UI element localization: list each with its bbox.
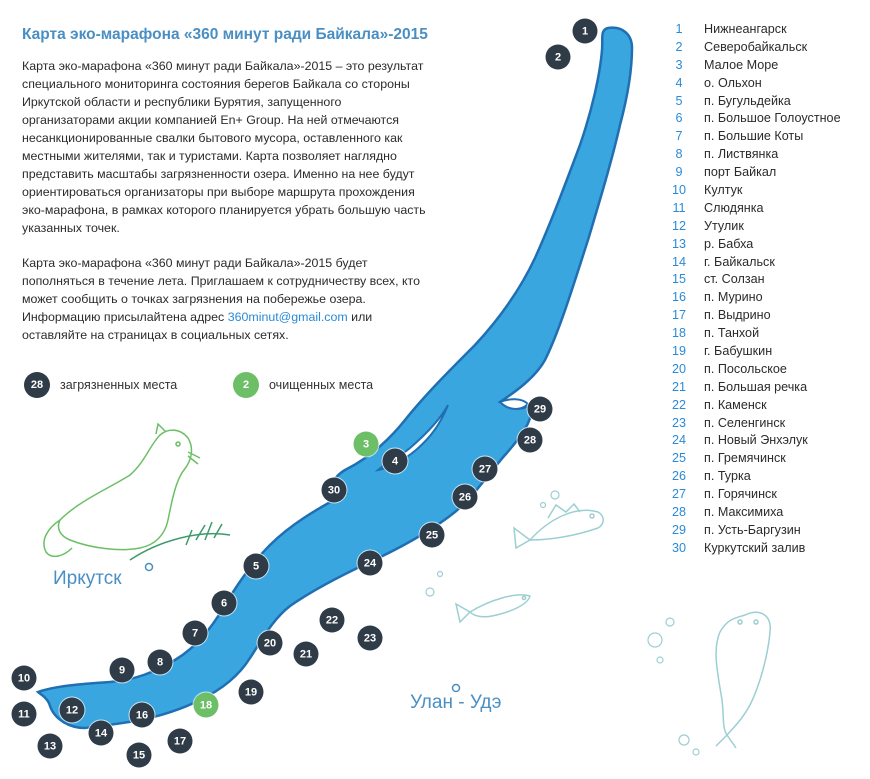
map-marker-18[interactable]: 18: [194, 693, 219, 718]
map-marker-20[interactable]: 20: [258, 631, 283, 656]
location-number: 7: [675, 129, 683, 144]
location-number: 26: [671, 469, 686, 484]
location-number: 12: [671, 218, 686, 233]
location-list-item: [664, 145, 841, 163]
location-number: 29: [671, 522, 686, 537]
description-paragraph-2: Карта эко-марафона «360 минут ради Байкала»-2015 будет пополняться в течение лета. Приглашаем к сотрудничеству всех, кто может сообщить о точках загрязнения на побережье озера. Информацию присылайтена адрес 360minut@gmail.com или оставляйте на страницах в социальных сетях.: [22, 256, 420, 342]
location-name: ст. Солзан: [704, 272, 765, 287]
legend-cleaned: [233, 372, 373, 398]
location-name: п. Турка: [704, 469, 751, 484]
location-name: порт Байкал: [704, 165, 777, 180]
location-name: г. Бабушкин: [704, 343, 773, 358]
map-marker-6[interactable]: 6: [212, 591, 237, 616]
location-list-item: [664, 342, 841, 360]
location-list-item: [664, 181, 841, 199]
location-name: Куркутский залив: [704, 540, 806, 555]
location-number: 21: [671, 379, 686, 394]
map-marker-11[interactable]: 11: [12, 702, 37, 727]
location-list-item: [664, 378, 841, 396]
location-name: Утулик: [704, 218, 744, 233]
map-marker-13[interactable]: 13: [38, 734, 63, 759]
map-marker-28[interactable]: 28: [518, 428, 543, 453]
location-name: г. Байкальск: [704, 254, 775, 269]
seal-illustration: [716, 612, 770, 748]
location-number: 19: [671, 343, 686, 358]
location-list-item: [664, 396, 841, 414]
map-marker-7[interactable]: 7: [183, 621, 208, 646]
map-marker-22[interactable]: 22: [320, 608, 345, 633]
location-name: Нижнеангарск: [704, 21, 787, 36]
map-description: [22, 57, 427, 361]
weasel-illustration: [44, 424, 230, 560]
location-number: 27: [671, 487, 686, 502]
location-name: п. Гремячинск: [704, 451, 786, 466]
location-name: п. Селенгинск: [704, 415, 786, 430]
fish-illustration: [456, 595, 530, 622]
map-marker-16[interactable]: 16: [130, 703, 155, 728]
location-list-item: [664, 449, 841, 467]
location-list-item: [664, 485, 841, 503]
locations-list: [664, 20, 841, 557]
location-number: 6: [675, 111, 683, 126]
location-name: п. Выдрино: [704, 308, 771, 323]
description-paragraph-1: Карта эко-марафона «360 минут ради Байкала»-2015 – это результат специального мониторинга состояния берегов Байкала со стороны Иркутской области и республики Бурятия, запущенного организаторами акции компанией En+ Group. На ней отмечаются несанкционированные свалки бытового мусора, оставленного как местными жителями, так и туристами. Карта позволяет наглядно представить масштабы загрязненности озера. Именно на нее будут ориентироваться организаторы при выборе маршрута прохождения эко-марафона, в рамках которого планируется убрать большую часть указанных точек.: [22, 59, 426, 235]
location-list-item: [664, 253, 841, 271]
location-number: 20: [671, 361, 686, 376]
map-marker-4[interactable]: 4: [383, 449, 408, 474]
location-number: 1: [675, 21, 683, 36]
location-list-item: [664, 521, 841, 539]
location-number: 4: [675, 75, 683, 90]
location-name: р. Бабха: [704, 236, 754, 251]
location-list-item: [664, 414, 841, 432]
location-list-item: [664, 20, 841, 38]
map-marker-24[interactable]: 24: [358, 551, 383, 576]
location-number: 30: [671, 540, 686, 555]
location-name: п. Бугульдейка: [704, 93, 791, 108]
map-marker-1[interactable]: 1: [573, 19, 598, 44]
location-name: п. Танхой: [704, 326, 760, 341]
map-marker-14[interactable]: 14: [89, 721, 114, 746]
location-name: п. Мурино: [704, 290, 763, 305]
map-marker-3[interactable]: 3: [354, 432, 379, 457]
legend-cleaned-badge: 2: [233, 372, 259, 398]
location-list-item: [664, 235, 841, 253]
location-name: Малое Море: [704, 57, 779, 72]
location-list-item: [664, 56, 841, 74]
map-marker-17[interactable]: 17: [168, 729, 193, 754]
map-marker-27[interactable]: 27: [473, 457, 498, 482]
location-list-item: [664, 324, 841, 342]
legend-polluted: [24, 372, 177, 398]
location-list-item: [664, 74, 841, 92]
location-number: 11: [672, 200, 686, 215]
location-list-item: [664, 503, 841, 521]
location-number: 28: [671, 504, 686, 519]
location-list-item: [664, 127, 841, 145]
location-name: п. Максимиха: [704, 504, 784, 519]
location-number: 13: [671, 236, 686, 251]
perch-fish-illustration: [514, 504, 603, 548]
city-dot-icon: [146, 564, 153, 571]
location-number: 17: [671, 308, 686, 323]
location-number: 9: [675, 165, 683, 180]
location-number: 23: [671, 415, 686, 430]
location-list-item: [664, 288, 841, 306]
map-marker-8[interactable]: 8: [148, 650, 173, 675]
location-name: Северобайкальск: [704, 39, 808, 54]
location-name: п. Большая речка: [704, 379, 808, 394]
legend-polluted-label: загрязненных места: [60, 378, 178, 392]
location-name: п. Усть-Баргузин: [704, 522, 801, 537]
map-marker-26[interactable]: 26: [453, 485, 478, 510]
map-marker-12[interactable]: 12: [60, 698, 85, 723]
map-marker-25[interactable]: 25: [420, 523, 445, 548]
location-list-item: [664, 163, 841, 181]
location-name: Слюдянка: [704, 200, 764, 215]
location-number: 14: [671, 254, 686, 269]
map-marker-5[interactable]: 5: [244, 554, 269, 579]
location-name: п. Большие Коты: [704, 129, 804, 144]
location-name: п. Листвянка: [704, 147, 779, 162]
map-marker-19[interactable]: 19: [239, 680, 264, 705]
city-irkutsk: Иркутск: [53, 568, 122, 589]
legend-cleaned-label: очищенных места: [269, 378, 374, 392]
location-name: о. Ольхон: [704, 75, 762, 90]
map-marker-30[interactable]: 30: [322, 478, 347, 503]
location-list-item: [664, 306, 841, 324]
location-list-item: [664, 360, 841, 378]
location-list-item: [664, 467, 841, 485]
location-list-item: [664, 199, 841, 217]
city-dot-icon: [453, 685, 460, 692]
location-number: 24: [671, 433, 686, 448]
location-number: 10: [671, 182, 686, 197]
location-list-item: [664, 539, 841, 557]
location-name: п. Посольское: [704, 361, 787, 376]
location-number: 5: [675, 93, 683, 108]
location-list-item: [664, 217, 841, 235]
location-name: п. Каменск: [704, 397, 767, 412]
location-number: 22: [671, 397, 686, 412]
location-name: п. Большое Голоустное: [704, 111, 841, 126]
location-list-item: [664, 109, 841, 127]
location-number: 15: [671, 272, 686, 287]
location-number: 3: [675, 57, 683, 72]
map-marker-23[interactable]: 23: [358, 626, 383, 651]
email-link[interactable]: 360minut@gmail.com: [227, 310, 348, 324]
location-number: 25: [671, 451, 686, 466]
location-list-item: [664, 92, 841, 110]
legend-polluted-badge: 28: [24, 372, 50, 398]
map-marker-15[interactable]: 15: [127, 743, 152, 768]
location-list-item: [664, 270, 841, 288]
map-marker-21[interactable]: 21: [294, 642, 319, 667]
map-marker-2[interactable]: 2: [546, 45, 571, 70]
location-name: Култук: [704, 182, 743, 197]
location-number: 16: [671, 290, 686, 305]
location-number: 18: [671, 326, 686, 341]
location-name: п. Новый Энхэлук: [704, 433, 808, 448]
bubbles-decor: [426, 491, 699, 755]
location-list-item: [664, 431, 841, 449]
location-number: 2: [675, 39, 683, 54]
location-name: п. Горячинск: [704, 487, 777, 502]
location-list-item: [664, 38, 841, 56]
city-ulan-ude: Улан - Удэ: [410, 692, 502, 713]
map-marker-10[interactable]: 10: [12, 666, 37, 691]
map-marker-9[interactable]: 9: [110, 658, 135, 683]
map-title: Карта эко-марафона «360 минут ради Байкала»-2015: [22, 26, 428, 43]
map-marker-29[interactable]: 29: [528, 397, 553, 422]
location-number: 8: [675, 147, 683, 162]
